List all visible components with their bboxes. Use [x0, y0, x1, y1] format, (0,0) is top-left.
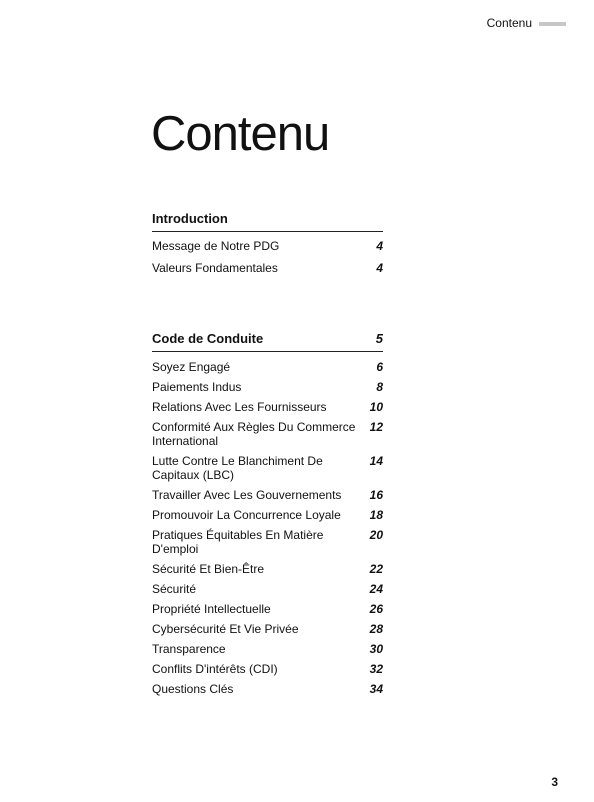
section-title: Code de Conduite	[152, 331, 264, 346]
toc-item-page: 6	[376, 360, 383, 374]
toc-item-page: 34	[369, 682, 383, 696]
section-header[interactable]	[152, 211, 383, 232]
toc-item-page: 24	[369, 582, 383, 596]
toc-section-introduction	[152, 211, 383, 283]
page-title: Contenu	[151, 107, 330, 161]
toc-item-page: 22	[369, 562, 383, 576]
toc-item-label: Travailler Avec Les Gouvernements	[152, 488, 342, 502]
toc-item[interactable]	[152, 508, 383, 522]
toc-item[interactable]	[152, 642, 383, 656]
toc-item-page: 26	[369, 602, 383, 616]
toc-item-label: Paiements Indus	[152, 380, 242, 394]
toc-list	[152, 360, 383, 696]
toc-item[interactable]	[152, 239, 383, 253]
toc-item-label: Conformité Aux Règles Du Commerce International	[152, 420, 356, 448]
toc-item-label: Sécurité Et Bien-Être	[152, 562, 265, 576]
toc-item-page: 16	[369, 488, 383, 502]
toc-item[interactable]	[152, 261, 383, 275]
toc-item-label: Pratiques Équitables En Matière D'emploi	[152, 528, 324, 556]
header-label: Contenu	[486, 16, 532, 30]
toc-item-label: Propriété Intellectuelle	[152, 602, 271, 616]
header-accent-bar	[539, 22, 566, 26]
toc-item-page: 4	[376, 239, 383, 253]
toc-item-label: Sécurité	[152, 582, 197, 596]
toc-item-page: 14	[369, 454, 383, 468]
toc-item-page: 8	[376, 380, 383, 394]
toc-item-label: Lutte Contre Le Blanchiment De Capitaux (LBC)	[152, 454, 323, 482]
page-number: 3	[551, 775, 558, 789]
toc-item-label: Relations Avec Les Fournisseurs	[152, 400, 327, 414]
toc-item[interactable]	[152, 622, 383, 636]
toc-item-page: 10	[369, 400, 383, 414]
toc-item[interactable]	[152, 562, 383, 576]
toc-item-label: Cybersécurité Et Vie Privée	[152, 622, 299, 636]
toc-item[interactable]	[152, 454, 383, 482]
section-header[interactable]	[152, 331, 383, 352]
toc-item-label: Questions Clés	[152, 682, 234, 696]
toc-item-page: 28	[369, 622, 383, 636]
toc-item-page: 30	[369, 642, 383, 656]
toc-item[interactable]	[152, 360, 383, 374]
toc-item[interactable]	[152, 602, 383, 616]
toc-item-page: 32	[369, 662, 383, 676]
toc-item-label: Promouvoir La Concurrence Loyale	[152, 508, 341, 522]
section-title: Introduction	[152, 211, 228, 226]
toc-item-page: 18	[369, 508, 383, 522]
toc-item[interactable]	[152, 420, 383, 448]
toc-item[interactable]	[152, 662, 383, 676]
toc-item-label: Conflits D'intérêts (CDI)	[152, 662, 278, 676]
toc-item-page: 12	[369, 420, 383, 434]
toc-item[interactable]	[152, 488, 383, 502]
toc-item-page: 4	[376, 261, 383, 275]
toc-item[interactable]	[152, 682, 383, 696]
toc-item-label: Valeurs Fondamentales	[152, 261, 278, 275]
toc-item[interactable]	[152, 380, 383, 394]
toc-section-code-de-conduite	[152, 331, 383, 702]
section-page: 5	[375, 331, 383, 346]
toc-item[interactable]	[152, 400, 383, 414]
toc-item[interactable]	[152, 582, 383, 596]
toc-item-label: Message de Notre PDG	[152, 239, 280, 253]
toc-item-label: Transparence	[152, 642, 226, 656]
toc-list	[152, 239, 383, 275]
toc-item-label: Soyez Engagé	[152, 360, 231, 374]
toc-item-page: 20	[369, 528, 383, 542]
toc-item[interactable]	[152, 528, 383, 556]
